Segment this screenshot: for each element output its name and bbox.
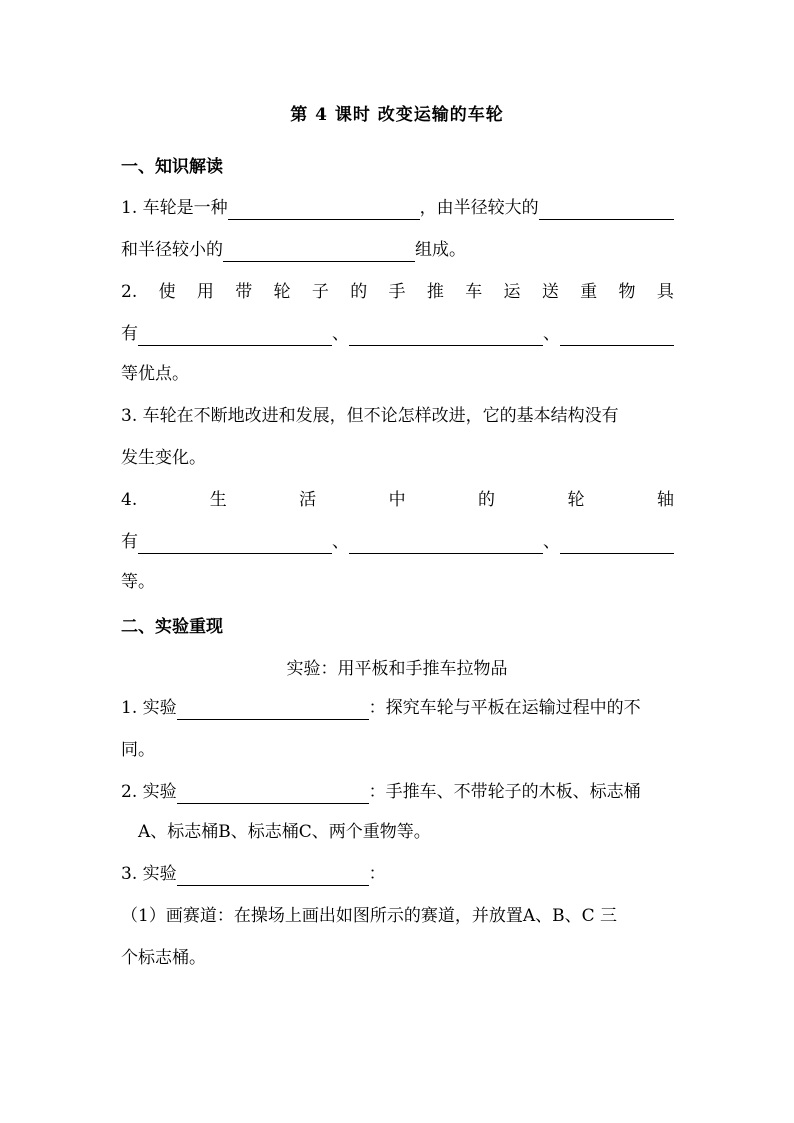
answer-blank[interactable] bbox=[349, 533, 543, 554]
question-2-char: 物 bbox=[618, 282, 636, 302]
question-4-char: 轴 bbox=[656, 490, 674, 510]
question-2-separator: 、 bbox=[543, 324, 560, 344]
experiment-2-line-1 bbox=[121, 780, 674, 804]
question-1-line-2 bbox=[121, 238, 674, 262]
question-2-line-3: 等优点。 bbox=[121, 364, 189, 384]
experiment-2-line-2: A、标志桶B、标志桶C、两个重物等。 bbox=[138, 822, 431, 842]
answer-blank[interactable] bbox=[138, 325, 332, 346]
question-4-char: 中 bbox=[388, 490, 406, 510]
question-1-text-c: 和半径较小的 bbox=[121, 240, 223, 260]
question-4-char: 4. bbox=[121, 490, 138, 510]
answer-blank[interactable] bbox=[228, 199, 420, 220]
experiment-3-step-1-line-1: （1）画赛道：在操场上画出如图所示的赛道，并放置A、B、C 三 bbox=[121, 906, 617, 926]
question-2-text-a: 有 bbox=[121, 324, 138, 344]
answer-blank[interactable] bbox=[539, 199, 674, 220]
question-2-char: 重 bbox=[580, 282, 598, 302]
question-4-line-3: 等。 bbox=[121, 572, 155, 592]
experiment-3-text-b: ： bbox=[368, 864, 386, 884]
experiment-3-text-a: 3. 实验 bbox=[121, 864, 177, 884]
section-heading-experiment: 二、实验重现 bbox=[121, 617, 223, 637]
experiment-2-text-b: ：手推车、不带轮子的木板、标志桶 bbox=[368, 782, 641, 802]
question-2-char: 运 bbox=[503, 282, 521, 302]
question-2-line-1 bbox=[121, 280, 674, 304]
experiment-title: 实验：用平板和手推车拉物品 bbox=[286, 659, 508, 679]
question-4-char: 生 bbox=[209, 490, 227, 510]
question-2-separator: 、 bbox=[332, 324, 349, 344]
answer-blank[interactable] bbox=[560, 325, 674, 346]
section-heading-knowledge: 一、知识解读 bbox=[121, 157, 223, 177]
question-2-char: 使 bbox=[158, 282, 176, 302]
question-4-char: 轮 bbox=[567, 490, 585, 510]
experiment-1-line-2: 同。 bbox=[121, 740, 155, 760]
answer-blank[interactable] bbox=[223, 241, 415, 262]
experiment-3-step-1-line-2: 个标志桶。 bbox=[121, 948, 206, 968]
question-4-char: 的 bbox=[478, 490, 496, 510]
question-4-text-a: 有 bbox=[121, 532, 138, 552]
experiment-2-text-a: 2. 实验 bbox=[121, 782, 177, 802]
question-4-line-2 bbox=[121, 530, 674, 554]
question-2-char: 手 bbox=[388, 282, 406, 302]
answer-blank[interactable] bbox=[177, 699, 369, 720]
experiment-3-line-1 bbox=[121, 862, 674, 886]
question-2-char: 轮 bbox=[273, 282, 291, 302]
answer-blank[interactable] bbox=[349, 325, 543, 346]
question-4-separator: 、 bbox=[543, 532, 560, 552]
question-1-text-a: 1. 车轮是一种 bbox=[121, 198, 228, 218]
question-3-line-2: 发生变化。 bbox=[121, 448, 206, 468]
question-2-char: 带 bbox=[235, 282, 253, 302]
question-1-line-1 bbox=[121, 196, 674, 220]
experiment-1-line-1 bbox=[121, 696, 674, 720]
experiment-1-text-a: 1. 实验 bbox=[121, 698, 177, 718]
question-2-char: 子 bbox=[311, 282, 329, 302]
question-1-text-b: ，由半径较大的 bbox=[419, 198, 539, 218]
question-2-char: 具 bbox=[656, 282, 674, 302]
question-4-separator: 、 bbox=[332, 532, 349, 552]
question-2-char: 推 bbox=[426, 282, 444, 302]
answer-blank[interactable] bbox=[560, 533, 674, 554]
experiment-1-text-b: ：探究车轮与平板在运输过程中的不 bbox=[368, 698, 641, 718]
answer-blank[interactable] bbox=[138, 533, 332, 554]
question-2-char: 车 bbox=[465, 282, 483, 302]
answer-blank[interactable] bbox=[177, 783, 369, 804]
question-3-line-1: 3. 车轮在不断地改进和发展，但不论怎样改进，它的基本结构没有 bbox=[121, 406, 619, 426]
answer-blank[interactable] bbox=[177, 865, 369, 886]
question-4-line-1 bbox=[121, 488, 674, 512]
question-4-char: 活 bbox=[299, 490, 317, 510]
question-2-char: 用 bbox=[196, 282, 214, 302]
question-2-char: 的 bbox=[350, 282, 368, 302]
question-1-text-d: 组成。 bbox=[415, 240, 466, 260]
question-2-char: 送 bbox=[541, 282, 559, 302]
question-2-char: 2. bbox=[121, 282, 138, 302]
page-title: 第 4 课时 改变运输的车轮 bbox=[290, 105, 504, 125]
question-2-line-2 bbox=[121, 322, 674, 346]
